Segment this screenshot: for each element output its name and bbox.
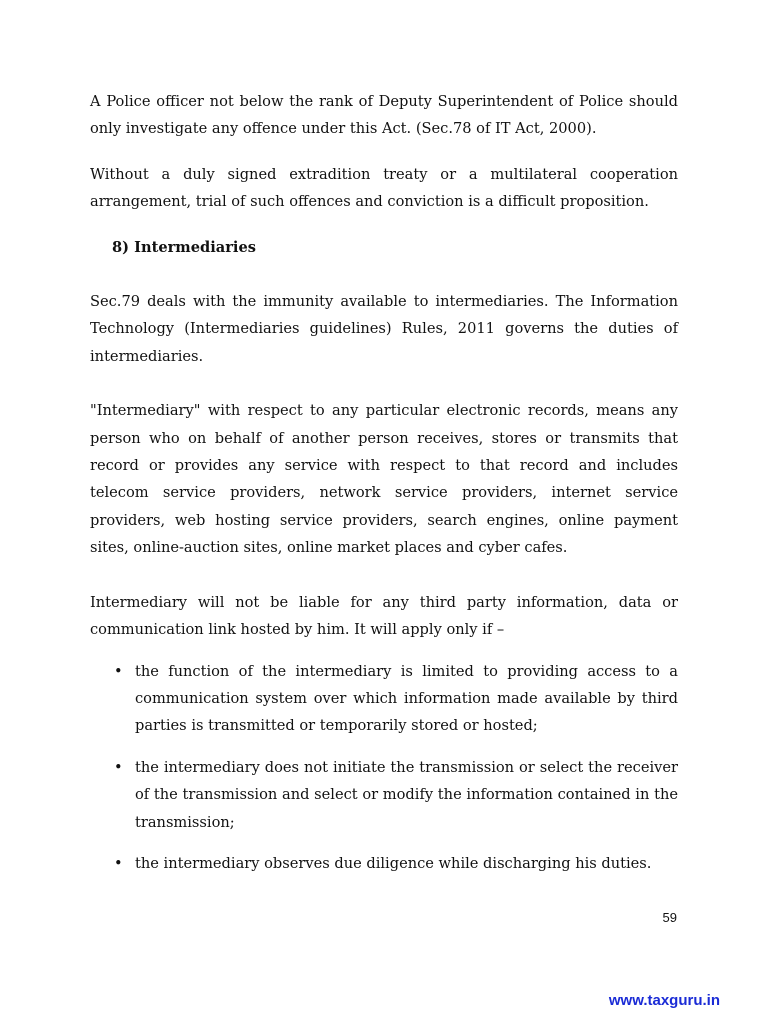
page-number: 59 (662, 910, 677, 925)
list-item (90, 754, 678, 836)
conditions-list (90, 658, 678, 878)
paragraph-sec79: Sec.79 deals with the immunity available to intermediaries. The Information Technology (Intermediaries guidelines) Rules, 2011 governs the duties of intermediaries. (90, 293, 678, 365)
paragraph-police-officer: A Police officer not below the rank of Deputy Superintendent of Police should only investigate any offence under this Act. (Sec.78 of IT Act, 2000). (90, 93, 678, 138)
paragraph-extradition: Without a duly signed extradition treaty or a multilateral cooperation arrangement, trial of such offences and conviction is a difficult proposition. (90, 165, 678, 211)
section-heading-intermediaries: 8) Intermediaries (112, 238, 256, 256)
paragraph-intermediary-definition: "Intermediary" with respect to any particular electronic records, means any person who on behalf of another person receives, stores or transmits that record or provides any service with respect to that record and includes telecom service providers, network service providers, internet service providers, web hosting service providers, search engines, online payment sites, online-auction sites, online market places and cyber cafes. (90, 402, 678, 557)
list-item (90, 658, 678, 740)
bullet-icon: • (114, 854, 123, 872)
document-body (90, 88, 678, 891)
paragraph-liability: Intermediary will not be liable for any third party information, data or communication link hosted by him. It will apply only if – (90, 593, 678, 639)
watermark-link[interactable]: www.taxguru.in (608, 992, 720, 1009)
list-item-text: the function of the intermediary is limited to providing access to a communication system over which information made available by third parties is transmitted or temporarily stored or hosted; (135, 662, 678, 735)
bullet-icon: • (114, 662, 123, 680)
bullet-icon: • (114, 758, 123, 776)
list-item-text: the intermediary does not initiate the transmission or select the receiver of the transmission and select or modify the information contained in the transmission; (135, 758, 678, 831)
list-item-text: the intermediary observes due diligence while discharging his duties. (135, 854, 652, 872)
list-item (90, 850, 678, 877)
